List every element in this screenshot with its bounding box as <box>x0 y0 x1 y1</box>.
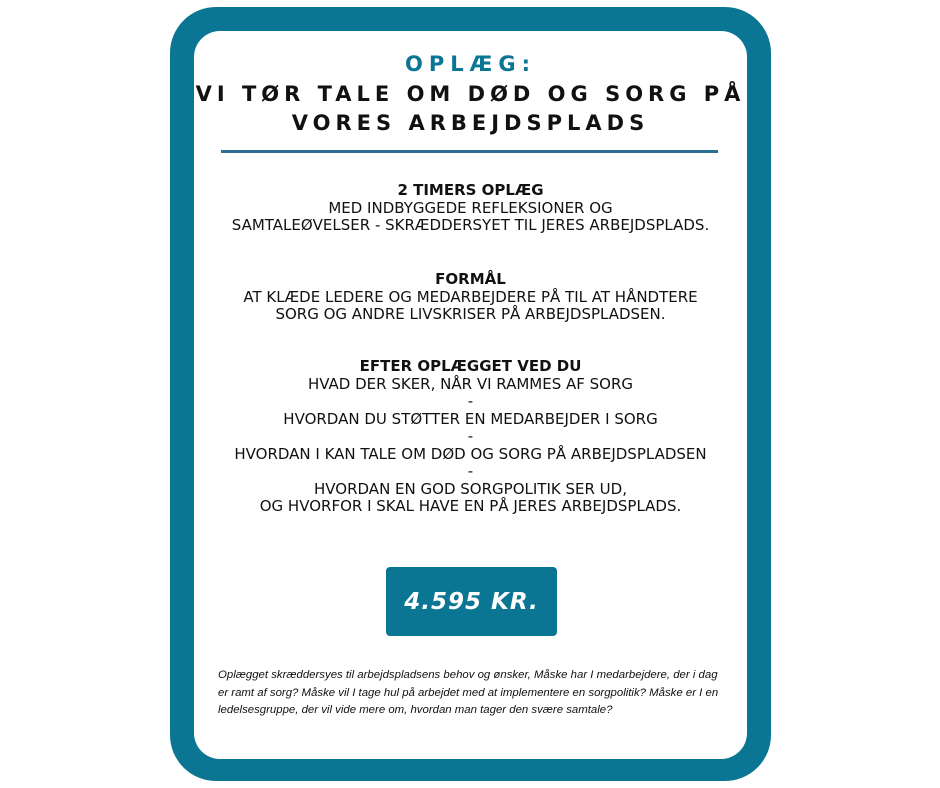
list-item: HVORDAN I KAN TALE OM DØD OG SORG PÅ ARBEJDSPLADSEN <box>234 444 707 463</box>
list-separator: - <box>467 427 474 445</box>
footnote-text: Oplægget skræddersyes til arbejdspladsens behov og ønsker, Måske har I medarbejdere, der i dag er ramt af sorg? Måske vil I tage hul på arbejdet med at implementere en sorgpolitik? Måske er I en ledelsesgruppe, der vil vide mere om, hvordan man tager den svære samtale? <box>218 669 719 716</box>
section-purpose <box>194 271 747 324</box>
price-label: 4.595 KR. <box>404 588 539 615</box>
eyebrow-label: OPLÆG: <box>404 52 537 76</box>
section-heading: EFTER OPLÆGGET VED DU <box>359 357 582 375</box>
section-heading: 2 TIMERS OPLÆG <box>397 181 544 199</box>
list-item: HVAD DER SKER, NÅR VI RAMMES AF SORG <box>307 374 634 393</box>
section-text: MED INDBYGGEDE REFLEKSIONER OG <box>328 198 613 217</box>
list-item: HVORDAN DU STØTTER EN MEDARBEJDER I SORG <box>283 409 658 428</box>
section-text: SORG OG ANDRE LIVSKRISER PÅ ARBEJDSPLADSEN. <box>275 305 666 323</box>
title-line-1: VI TØR TALE OM DØD OG SORG PÅ <box>195 82 746 106</box>
price-badge <box>386 567 557 636</box>
page-title <box>194 80 747 138</box>
section-outcomes <box>194 358 747 516</box>
list-item: OG HVORFOR I SKAL HAVE EN PÅ JERES ARBEJDSPLADS. <box>259 497 682 515</box>
section-heading: FORMÅL <box>435 270 506 288</box>
title-divider <box>221 150 718 153</box>
title-line-2: VORES ARBEJDSPLADS <box>291 111 650 135</box>
section-text: SAMTALEØVELSER - SKRÆDDERSYET TIL JERES ARBEJDSPLADS. <box>231 216 710 234</box>
list-separator: - <box>467 462 474 480</box>
section-duration <box>194 182 747 235</box>
section-text: AT KLÆDE LEDERE OG MEDARBEJDERE PÅ TIL AT HÅNDTERE <box>243 287 698 306</box>
list-separator: - <box>467 392 474 410</box>
list-item: HVORDAN EN GOD SORGPOLITIK SER UD, <box>314 479 627 498</box>
